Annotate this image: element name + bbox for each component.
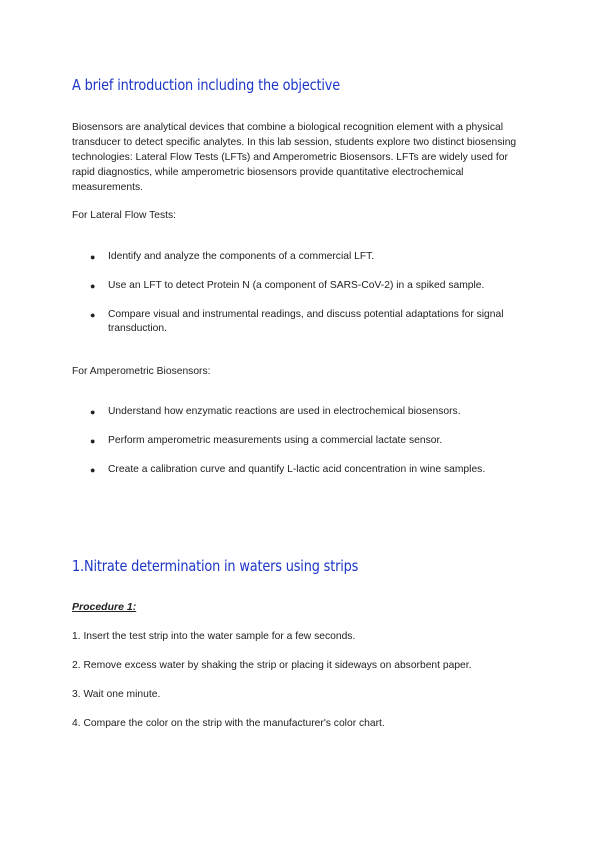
section-heading-nitrate: 1.Nitrate determination in waters using strips [72,557,359,575]
procedure-step: 2. Remove excess water by shaking the strip or placing it sideways on absorbent paper. [72,660,472,671]
bullet-icon: ● [90,407,96,417]
amperometric-label: For Amperometric Biosensors: [72,366,211,377]
list-item [90,434,530,448]
bullet-icon: ● [90,281,96,291]
list-item [90,463,530,477]
procedure-title: Procedure 1: [72,601,137,613]
bullet-icon: ● [90,310,96,320]
list-item-text: Compare visual and instrumental readings, and discuss potential adaptations for signal transduction. [108,309,504,334]
intro-paragraph: Biosensors are analytical devices that combine a biological recognition element with a physical transducer to detect specific analytes. In this lab session, students explore two distinct biosensing technologies: Lateral Flow Tests (LFTs) and Amperometric Biosensors. LFTs are widely used for rapid diagnostics, while amperometric biosensors provide quantitative electrochemical measurements. [72,122,517,193]
list-item-text: Create a calibration curve and quantify L-lactic acid concentration in wine samples. [108,464,486,475]
list-item-text: Understand how enzymatic reactions are used in electrochemical biosensors. [108,406,461,417]
bullet-icon: ● [90,465,96,475]
list-item [90,308,530,336]
procedure-step: 1. Insert the test strip into the water sample for a few seconds. [72,631,356,642]
list-item-text: Identify and analyze the components of a commercial LFT. [108,251,375,262]
lft-label: For Lateral Flow Tests: [72,210,176,221]
list-item-text: Perform amperometric measurements using a commercial lactate sensor. [108,435,443,446]
procedure-step: 3. Wait one minute. [72,689,161,700]
section-heading-introduction: A brief introduction including the objective [72,76,341,94]
bullet-icon: ● [90,436,96,446]
procedure-step: 4. Compare the color on the strip with the manufacturer's color chart. [72,718,385,729]
list-item [90,250,530,264]
bullet-icon: ● [90,252,96,262]
list-item-text: Use an LFT to detect Protein N (a component of SARS-CoV-2) in a spiked sample. [108,280,485,291]
list-item [90,279,530,293]
list-item [90,405,530,419]
